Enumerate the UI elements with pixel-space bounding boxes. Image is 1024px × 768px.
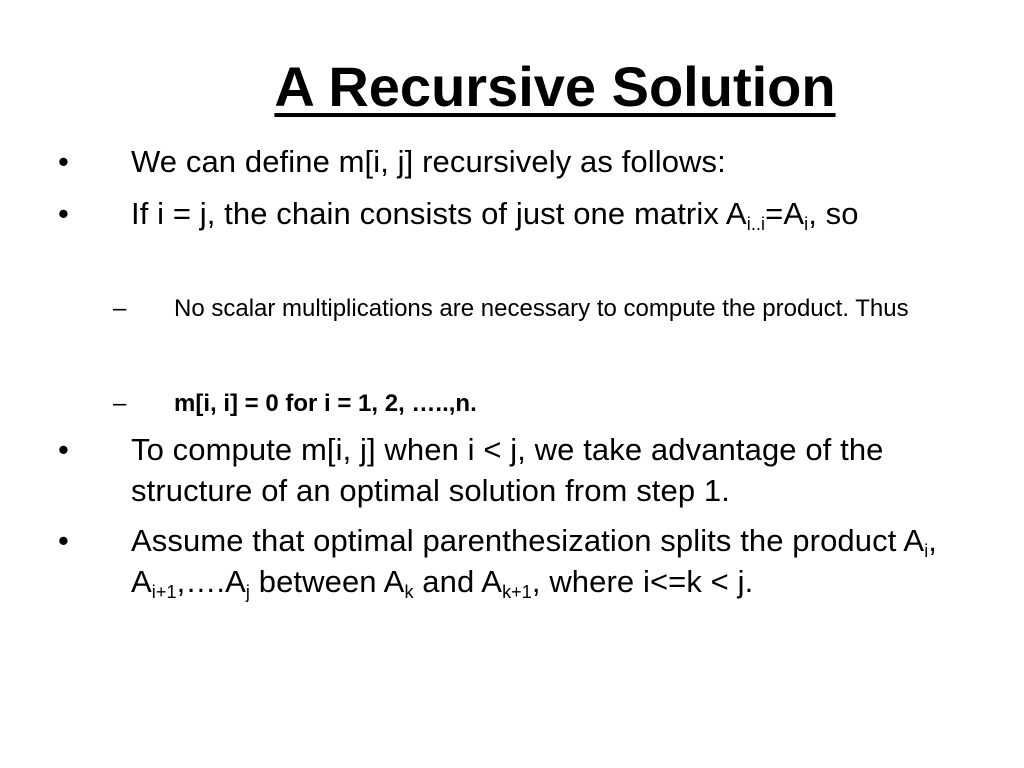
b4-text-4: between A (250, 564, 405, 599)
dash-icon: – (113, 390, 127, 417)
bullet-icon: • (58, 432, 69, 467)
b2-text-2: =A (765, 196, 805, 231)
b4-text-2: , A (131, 523, 938, 599)
b4-text-6: , where i<=k < j. (531, 564, 754, 599)
b4-sub-3: j (245, 582, 251, 602)
slide-title (0, 52, 1024, 122)
b2-sub-2: i (804, 214, 809, 234)
bullet-text-3: To compute m[i, j] when i < j, we take advantage of the structure of an optimal solution from step 1. (131, 432, 884, 508)
bullet-icon: • (58, 144, 69, 179)
b2-sub-1: i..i (746, 214, 766, 234)
b4-text-3: ,….A (176, 564, 246, 599)
b4-text-1: Assume that optimal parenthesization splits the product A (131, 523, 925, 558)
slide-title-text: A Recursive Solution (274, 55, 836, 118)
b4-sub-1: i (924, 541, 929, 561)
bullet-icon: • (58, 196, 69, 231)
b2-text-1: If i = j, the chain consists of just one matrix A (131, 196, 747, 231)
b4-sub-2: i+1 (151, 582, 177, 602)
b4-sub-4: k (404, 582, 414, 602)
b4-text-5: and A (413, 564, 503, 599)
bullet-icon: • (58, 523, 69, 558)
b2-text-3: , so (808, 196, 859, 231)
sub-text-1: No scalar multiplications are necessary to compute the product. Thus (174, 295, 909, 322)
bullet-text-2 (131, 193, 991, 234)
bullet-text-4 (131, 520, 991, 602)
dash-icon: – (113, 295, 127, 322)
b4-sub-5: k+1 (502, 582, 532, 602)
bullet-text-1: We can define m[i, j] recursively as follows: (131, 144, 726, 179)
sub-text-2: m[i, i] = 0 for i = 1, 2, …..,n. (174, 390, 477, 417)
